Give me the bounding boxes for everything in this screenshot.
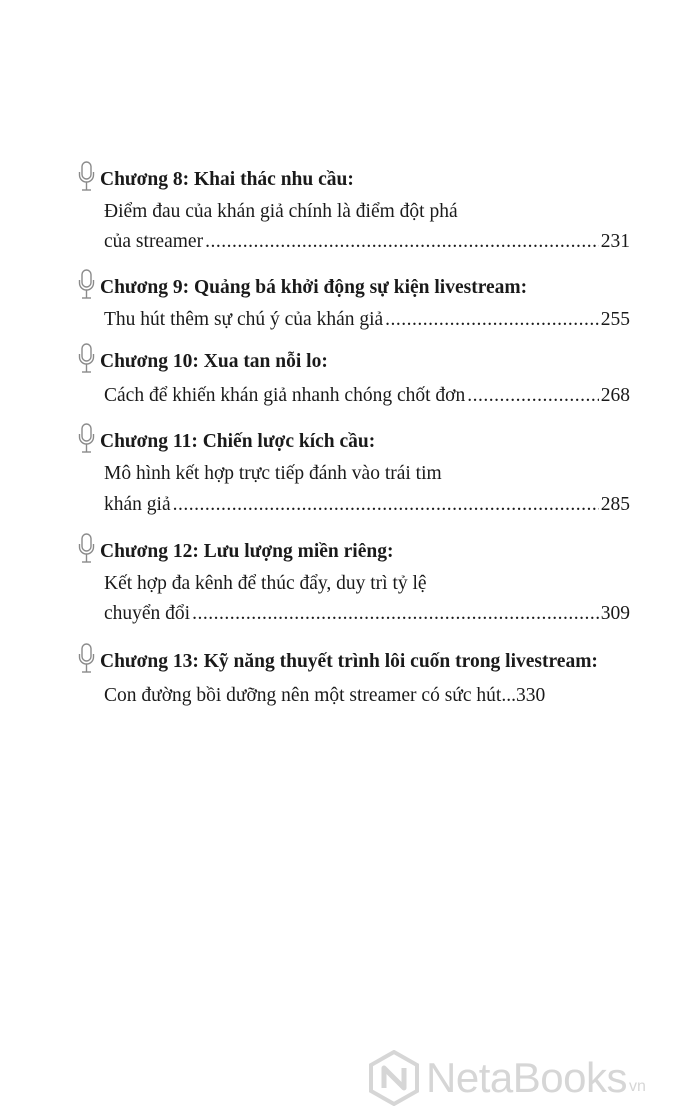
microphone-icon [78, 532, 100, 572]
chapter-subtitle-line [104, 684, 630, 708]
dot-leader [385, 308, 599, 332]
chapter-subtitle-line [104, 572, 630, 596]
page-number: 231 [600, 231, 630, 252]
subtitle-text: chuyển đổi [104, 603, 191, 624]
subtitle-text: Điểm đau của khán giả chính là điểm đột phá [104, 201, 458, 222]
microphone-icon [78, 342, 100, 382]
microphone-icon [78, 642, 100, 682]
subtitle-text: Thu hút thêm sự chú ý của khán giả [104, 309, 384, 330]
watermark-suffix: vn [628, 1078, 646, 1095]
microphone-icon [78, 160, 100, 200]
subtitle-text: Cách để khiến khán giả nhanh chóng chốt đơn [104, 385, 466, 406]
page-number: 268 [600, 385, 630, 406]
page-number: 285 [600, 494, 630, 515]
subtitle-text: Con đường bồi dưỡng nên một streamer có sức hút... [104, 685, 516, 706]
page-number: 255 [600, 309, 630, 330]
netabooks-logo-icon [368, 1050, 420, 1106]
subtitle-text: khán giả [104, 494, 171, 515]
chapter-heading: Chương 13: Kỹ năng thuyết trình lôi cuốn trong livestream: [100, 651, 598, 672]
dot-leader [467, 384, 599, 408]
chapter-subtitle-line [104, 200, 630, 224]
chapter-heading: Chương 8: Khai thác nhu cầu: [100, 169, 354, 190]
chapter-subtitle-line [104, 230, 630, 254]
page-number: 309 [600, 603, 630, 624]
chapter-heading: Chương 10: Xua tan nỗi lo: [100, 351, 328, 372]
dot-leader [173, 493, 599, 517]
chapter-heading: Chương 9: Quảng bá khởi động sự kiện livestream: [100, 277, 528, 298]
chapter-subtitle-line [104, 308, 630, 332]
chapter-heading: Chương 11: Chiến lược kích cầu: [100, 431, 376, 452]
watermark-brand: NetaBooks [426, 1054, 627, 1101]
microphone-icon [78, 422, 100, 462]
chapter-heading: Chương 12: Lưu lượng miền riêng: [100, 541, 394, 562]
chapter-subtitle-line [104, 493, 630, 517]
subtitle-text: Kết hợp đa kênh để thúc đẩy, duy trì tỷ lệ [104, 573, 427, 594]
page-number: 330 [515, 685, 546, 706]
chapter-subtitle-line [104, 384, 630, 408]
dot-leader [192, 602, 599, 626]
subtitle-text: của streamer [104, 231, 204, 252]
chapter-subtitle-line [104, 462, 630, 486]
chapter-subtitle-line [104, 602, 630, 626]
dot-leader [205, 230, 599, 254]
watermark [368, 1050, 646, 1106]
microphone-icon [78, 268, 100, 308]
subtitle-text: Mô hình kết hợp trực tiếp đánh vào trái tim [104, 463, 442, 484]
